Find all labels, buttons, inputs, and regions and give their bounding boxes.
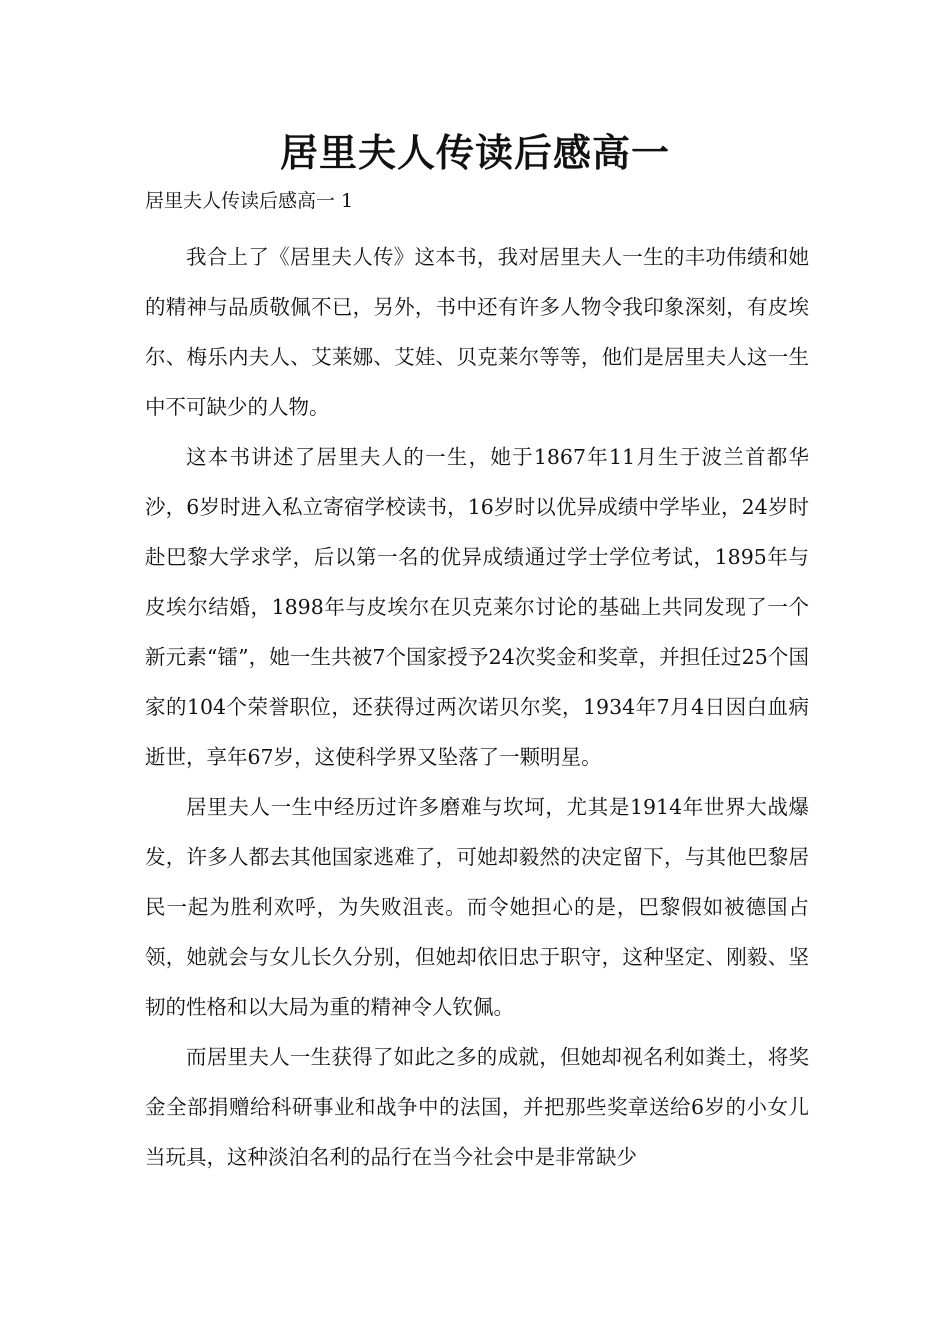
paragraph: 而居里夫人一生获得了如此之多的成就，但她却视名利如粪土，将奖金全部捐赠给科研事业和战争中的法国，并把那些奖章送给6岁的小女儿当玩具，这种淡泊名利的品行在当今社会中是非常缺少 <box>145 1045 809 1169</box>
paragraph: 我合上了《居里夫人传》这本书，我对居里夫人一生的丰功伟绩和她的精神与品质敬佩不已，另外，书中还有许多人物令我印象深刻，有皮埃尔、梅乐内夫人、艾莱娜、艾娃、贝克莱尔等等，他们是居里夫人这一生中不可缺少的人物。 <box>145 245 809 419</box>
document-subtitle: 居里夫人传读后感高一 1 <box>145 190 354 212</box>
document-body <box>145 232 809 1182</box>
document-title: 居里夫人传读后感高一 <box>279 131 670 175</box>
paragraph: 居里夫人一生中经历过许多磨难与坎坷，尤其是1914年世界大战爆发，许多人都去其他国家逃难了，可她却毅然的决定留下，与其他巴黎居民一起为胜利欢呼，为失败沮丧。而令她担心的是，巴黎假如被德国占领，她就会与女儿长久分别，但她却依旧忠于职守，这种坚定、刚毅、坚韧的性格和以大局为重的精神令人钦佩。 <box>145 795 809 1019</box>
paragraph: 这本书讲述了居里夫人的一生，她于1867年11月生于波兰首都华沙，6岁时进入私立寄宿学校读书，16岁时以优异成绩中学毕业，24岁时赴巴黎大学求学，后以第一名的优异成绩通过学士学位考试，1895年与皮埃尔结婚，1898年与皮埃尔在贝克莱尔讨论的基础上共同发现了一个新元素“镭”，她一生共被7个国家授予24次奖金和奖章，并担任过25个国家的104个荣誉职位，还获得过两次诺贝尔奖，1934年7月4日因白血病逝世，享年67岁，这使科学界又坠落了一颗明星。 <box>145 445 809 769</box>
